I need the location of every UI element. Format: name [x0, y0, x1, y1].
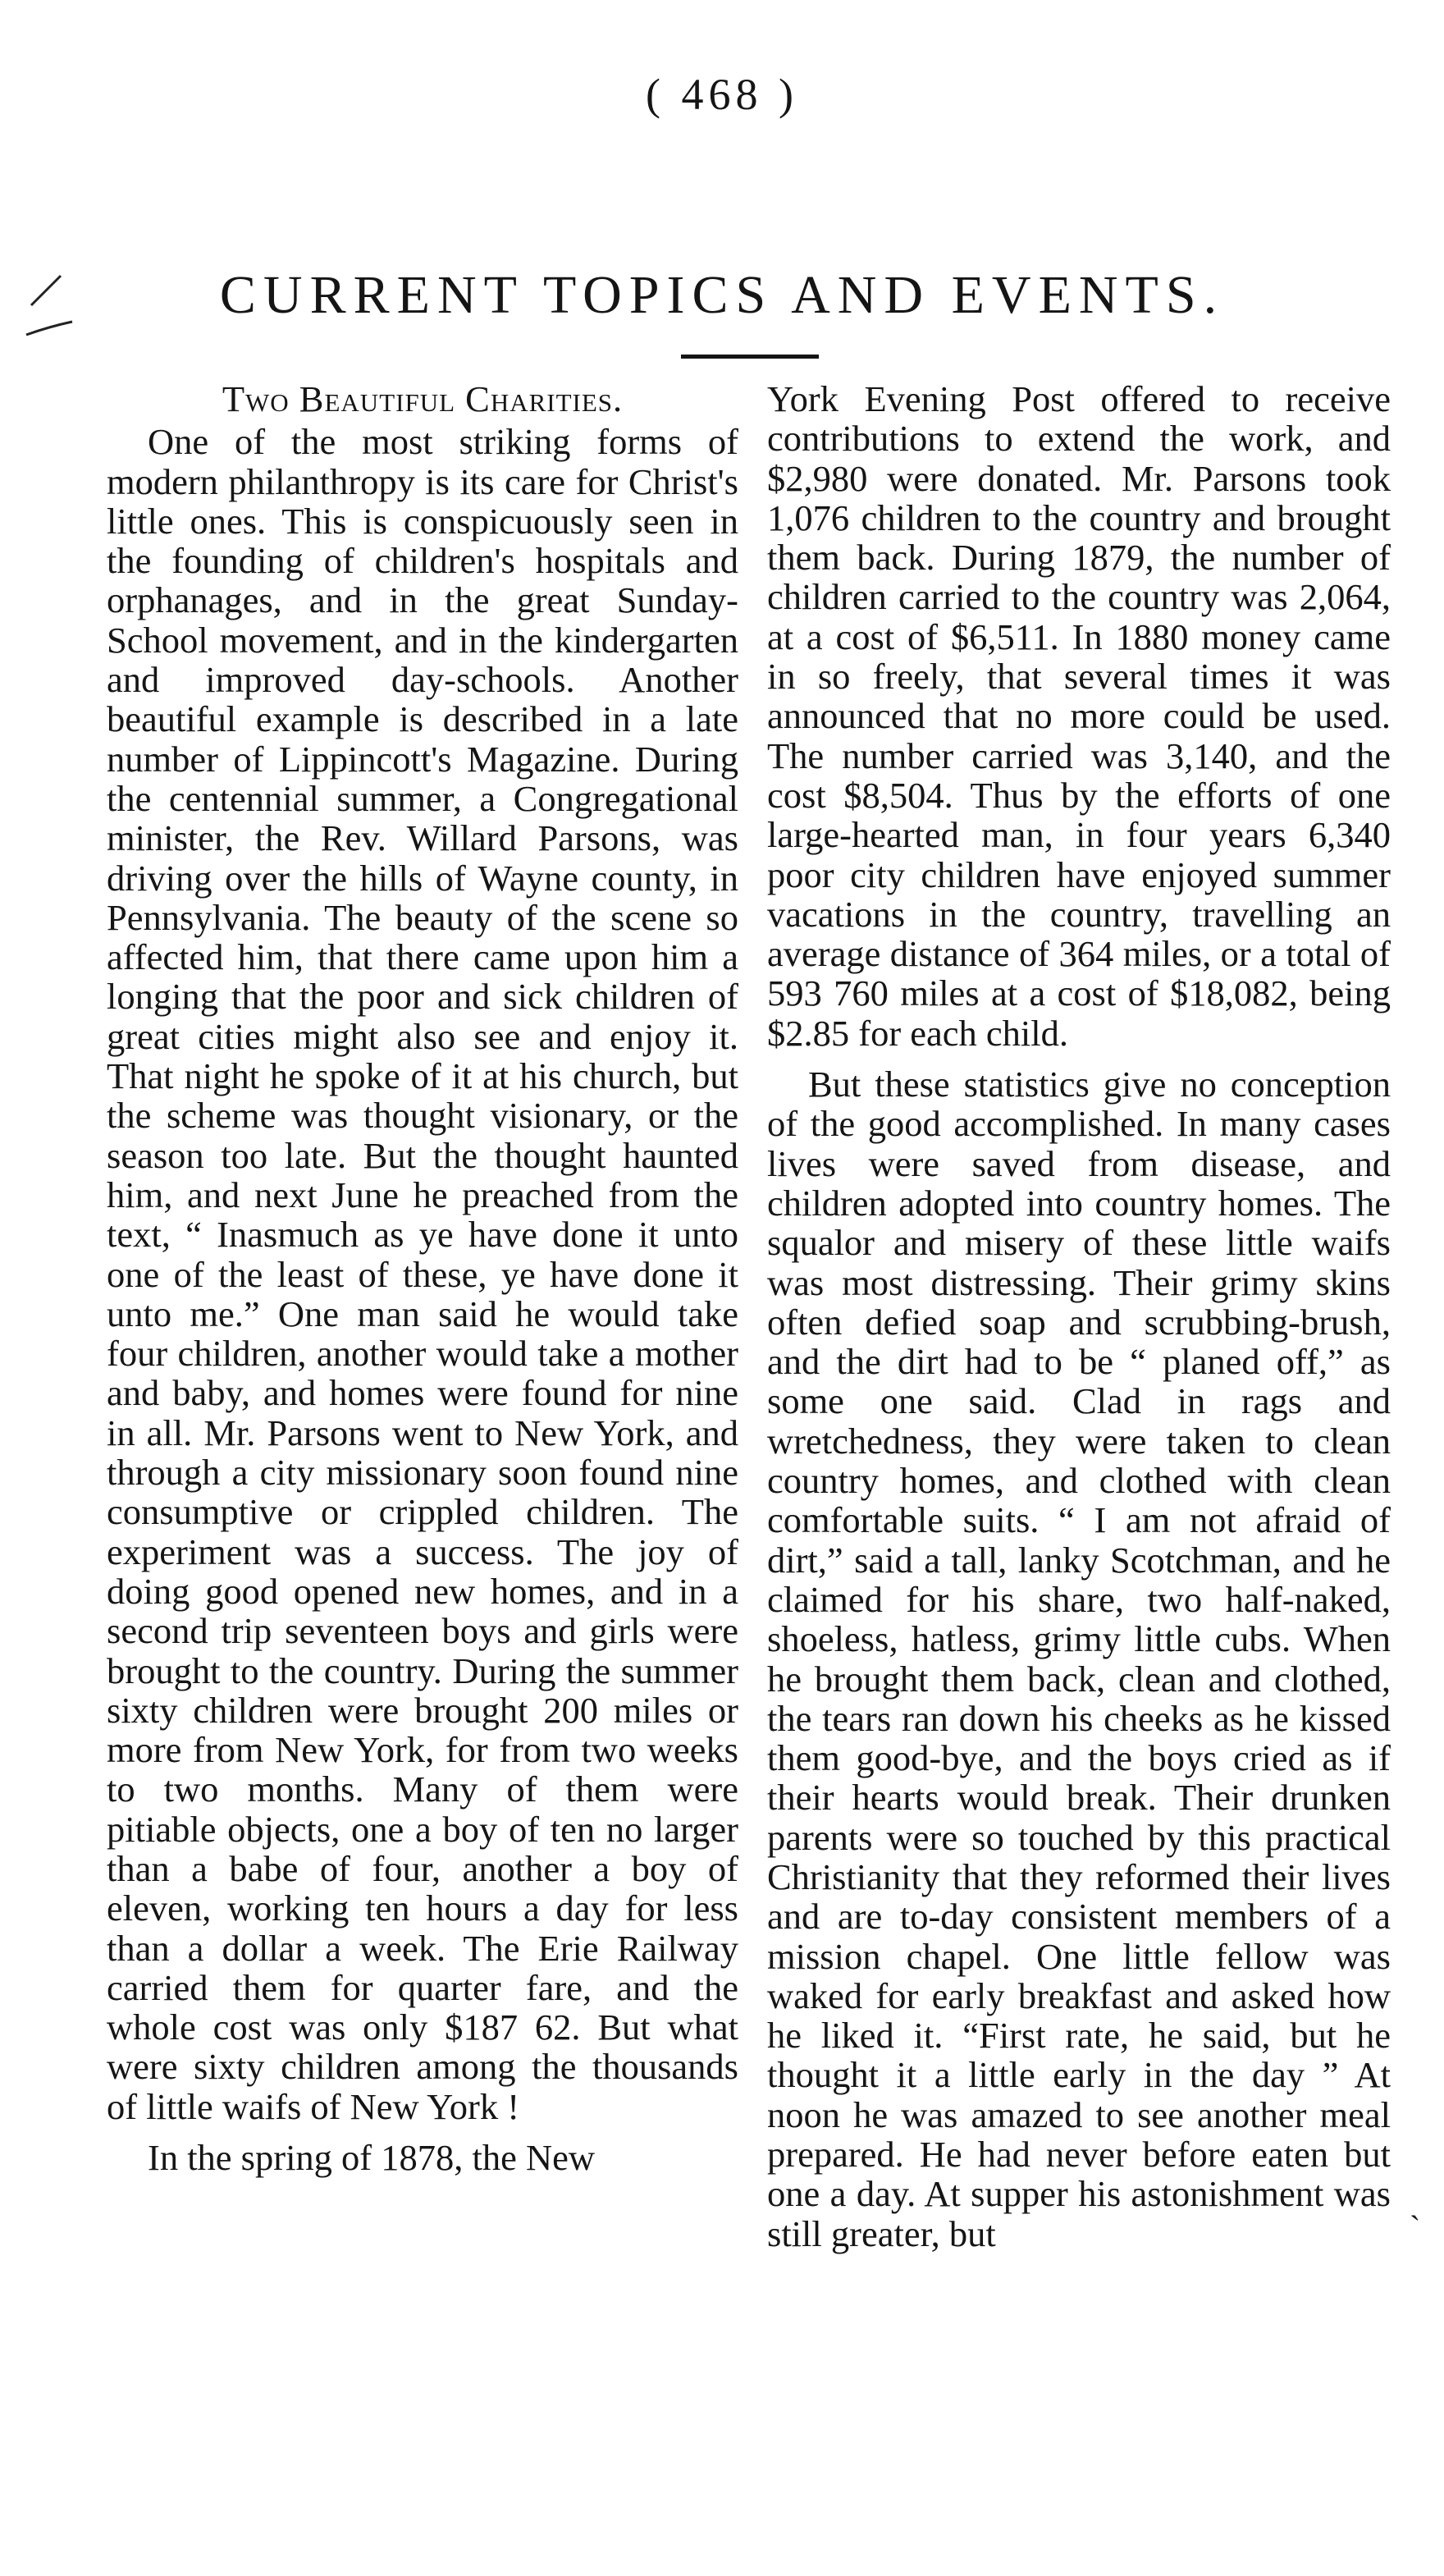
heading-rule: [681, 355, 819, 359]
paragraph: York Evening Post offered to receive contributions to extend the work, and $2,980 were donated. Mr. Parsons took 1,076 children to the country and brought them back. During 1879, the number of children carried to the country was 2,064, at a cost of $6,511. In 1880 money came in so freely, that several times it was announced that no more could be used. The number carried was 3,140, and the cost $8,504. Thus by the efforts of one large-hearted man, in four years 6,340 poor city children have enjoyed summer vacations in the country, travelling an average distance of 364 miles, or a total of 593 760 miles at a cost of $18,082, being $2.85 for each child.: [767, 378, 1391, 1054]
paragraph: But these statistics give no conception of the good accomplished. In many cases lives were saved from disease, and children adopted into country homes. The squalor and misery of these little waifs was most distressing. Their grimy skins often defied soap and scrubbing-brush, and the dirt had to be “ planed off,” as some one said. Clad in rags and wretchedness, they were taken to clean country homes, and clothed with clean comfortable suits. “ I am not afraid of dirt,” said a tall, lanky Scotchman, and he claimed for his share, two half-naked, shoeless, hatless, grimy little cubs. When he brought them back, clean and clothed, the tears ran down his cheeks as he kissed them good-bye, and the boys cried as if their hearts would break. Their drunken parents were so touched by this practical Christianity that they reformed their lives and are to-day consistent members of a mission chapel. One little fellow was waked for early breakfast and asked how he liked it. “First rate, he said, but he thought it a little early in the day ” At noon he was amazed to see another meal prepared. He had never before eaten but one a day. At supper his astonishment was still greater, but: [767, 1064, 1391, 2254]
margin-mark: ˎ: [1410, 2184, 1421, 2221]
article-title: Two Beautiful Charities.: [222, 378, 624, 419]
paragraph: One of the most striking forms of modern philanthropy is its care for Christ's little ones. This is conspicuously seen in the founding of children's hospitals and orphanages, and in the great Sunday-School movement, and in the kindergarten and improved day-schools. Another beautiful example is described in a late number of Lippincott's Magazine. During the centennial summer, a Congregational minister, the Rev. Willard Parsons, was driving over the hills of Wayne county, in Pennsylvania. The beauty of the scene so affected him, that there came upon him a longing that the poor and sick children of great cities might also see and enjoy it. That night he spoke of it at his church, but the scheme was thought visionary, or the season too late. But the thought haunted him, and next June he preached from the text, “ Inasmuch as ye have done it unto one of the least of these, ye have done it unto me.” One man said he would take four children, another would take a mother and baby, and homes were found for nine in all. Mr. Parsons went to New York, and through a city missionary soon found nine consumptive or crippled children. The experiment was a success. The joy of doing good opened new homes, and in a second trip seventeen boys and girls were brought to the country. During the summer sixty children were brought 200 miles or more from New York, for from two weeks to two months. Many of them were pitiable objects, one a boy of ten no larger than a babe of four, another a boy of eleven, working ten hours a day for less than a dollar a week. The Erie Railway carried them for quarter fare, and the whole cost was only $187 62. But what were sixty children among the thousands of little waifs of New York !: [107, 421, 738, 2127]
section-heading: CURRENT TOPICS AND EVENTS.: [219, 265, 1225, 325]
page-number: ( 468 ): [646, 70, 798, 119]
left-column: [107, 379, 738, 2177]
paragraph: In the spring of 1878, the New: [148, 2137, 596, 2179]
right-column: [767, 379, 1391, 2253]
